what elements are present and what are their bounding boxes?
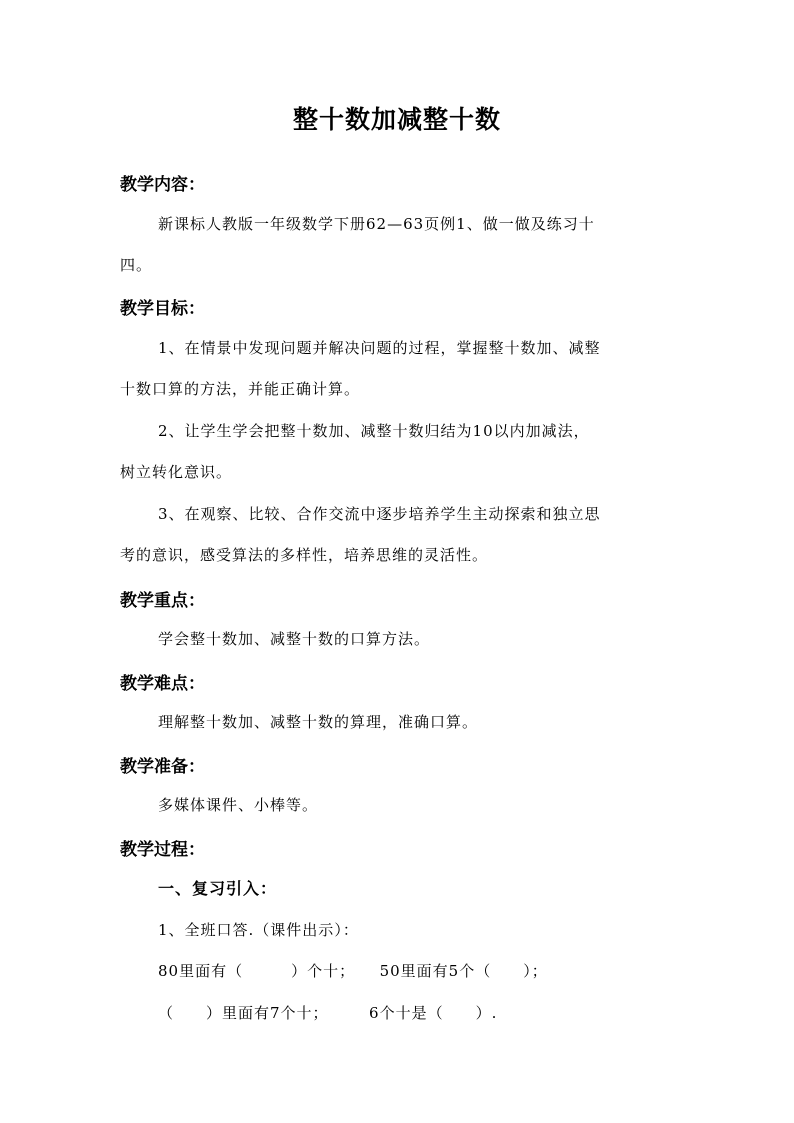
heading-content: 教学内容： — [120, 175, 205, 195]
process-subheading: 一、复习引入： — [158, 879, 278, 898]
heading-key-points: 教学重点： — [120, 591, 205, 611]
goals-line-2: 十数口算的方法，并能正确计算。 — [120, 380, 361, 398]
content-line-1: 新课标人教版一年级数学下册62—63页例1、做一做及练习十 — [158, 215, 595, 233]
page-title: 整十数加减整十数 — [292, 105, 501, 134]
heading-preparation: 教学准备： — [120, 757, 205, 777]
goals-line-3: 2、让学生学会把整十数加、减整十数归结为10以内加减法， — [158, 422, 590, 440]
heading-process: 教学过程： — [120, 840, 205, 860]
goals-line-5: 3、在观察、比较、合作交流中逐步培养学生主动探索和独立思 — [158, 505, 601, 523]
process-line-2: 80里面有（ ）个十； 50里面有5个（ ）； — [158, 962, 548, 980]
difficulties-line-1: 理解整十数加、减整十数的算理，准确口算。 — [158, 713, 479, 731]
goals-line-6: 考的意识，感受算法的多样性，培养思维的灵活性。 — [120, 546, 489, 564]
process-line-1: 1、全班口答.（课件出示）： — [158, 921, 359, 939]
goals-line-1: 1、在情景中发现问题并解决问题的过程，掌握整十数加、减整 — [158, 339, 601, 357]
process-line-3: （ ）里面有7个十； 6个十是（ ）. — [158, 1004, 498, 1022]
preparation-line-1: 多媒体课件、小棒等。 — [158, 796, 319, 814]
key-points-line-1: 学会整十数加、减整十数的口算方法。 — [158, 630, 431, 648]
heading-goals: 教学目标： — [120, 299, 205, 319]
content-line-2: 四。 — [120, 256, 153, 274]
heading-difficulties: 教学难点： — [120, 674, 205, 694]
goals-line-4: 树立转化意识。 — [120, 463, 233, 481]
